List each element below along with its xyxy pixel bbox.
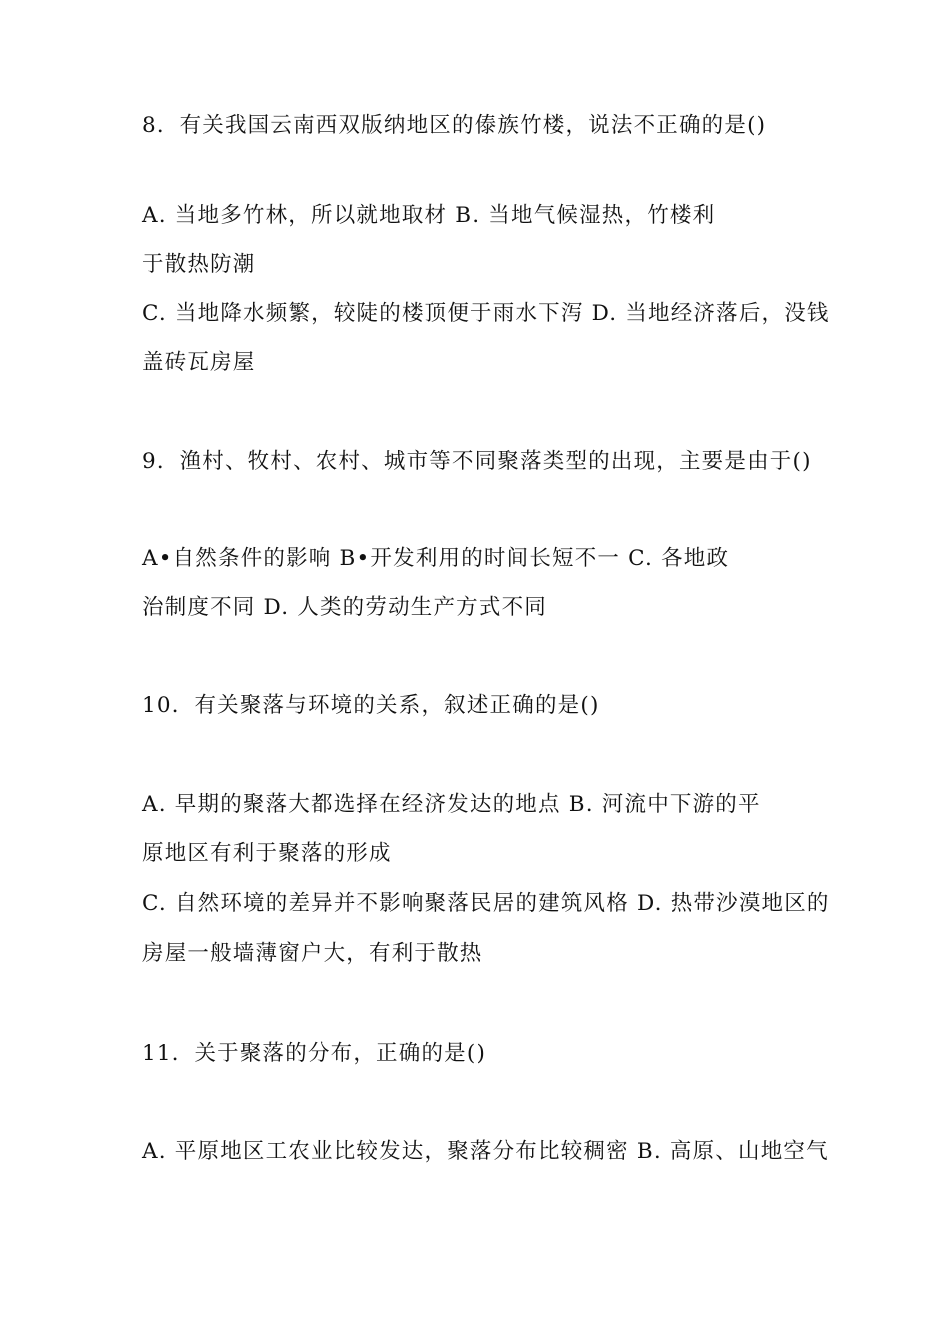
question-11-stem: 11．关于聚落的分布，正确的是()	[142, 1041, 487, 1066]
question-10-stem: 10．有关聚落与环境的关系，叙述正确的是()	[142, 693, 600, 718]
question-9-option-line: A•自然条件的影响 B•开发利用的时间长短不一 C. 各地政	[142, 546, 730, 571]
question-9-stem: 9．渔村、牧村、农村、城市等不同聚落类型的出现，主要是由于()	[142, 449, 812, 474]
question-8-option-line: A. 当地多竹林，所以就地取材 B. 当地气候湿热，竹楼利	[142, 203, 716, 228]
question-10-option-line: A. 早期的聚落大都选择在经济发达的地点 B. 河流中下游的平	[142, 792, 761, 817]
question-9-option-line: 治制度不同 D. 人类的劳动生产方式不同	[142, 595, 547, 620]
question-8-option-line: 于散热防潮	[142, 252, 256, 277]
question-8-option-line: C. 当地降水频繁，较陡的楼顶便于雨水下泻 D. 当地经济落后，没钱	[142, 301, 830, 326]
question-8-option-line: 盖砖瓦房屋	[142, 350, 256, 375]
question-10-option-line: 原地区有利于聚落的形成	[142, 841, 392, 866]
question-10-option-line: C. 自然环境的差异并不影响聚落民居的建筑风格 D. 热带沙漠地区的	[142, 891, 830, 916]
question-8-stem: 8．有关我国云南西双版纳地区的傣族竹楼，说法不正确的是()	[142, 113, 767, 138]
question-10-option-line: 房屋一般墙薄窗户大，有利于散热	[142, 941, 483, 966]
question-11-option-line: A. 平原地区工农业比较发达，聚落分布比较稠密 B. 高原、山地空气	[142, 1139, 829, 1164]
